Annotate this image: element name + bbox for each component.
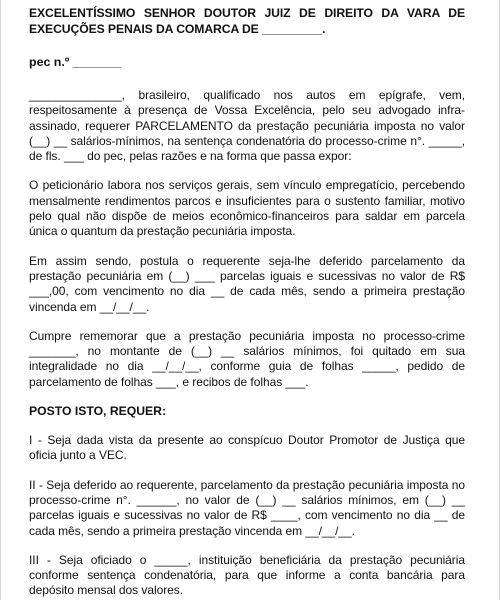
request-item-2: II - Seja deferido ao requerente, parcelamento da prestação pecuniária imposta no processo-crime n°. ______, no valor de (__) __ salários mínimos, em (__) __ parcelas iguais e sucessivas no valor de R$ ____, com vencimento no dia __ de cada mês, sendo a primeira prestação vincenda em __/__/__.	[29, 477, 465, 538]
pec-number-label: pec n.º _______	[29, 55, 122, 69]
request-item-1: I - Seja dada vista da presente ao conspícuo Doutor Promotor de Justiça que oficia junto a VEC.	[29, 433, 465, 463]
document-heading: EXCELENTÍSSIMO SENHOR DOUTOR JUIZ DE DIREITO DA VARA DE EXECUÇÕES PENAIS DA COMARCA DE _________.	[29, 6, 465, 36]
paragraph-reminder: Cumpre rememorar que a prestação pecuniária imposta no processo-crime _______, no montante de (__) __ salários mínimos, foi quitado em sua integralidade no dia __/__/__, conforme guia de folhas _____, pedido de parcelamento de folhas ___, e recibos de folhas ___.	[29, 328, 465, 389]
paragraph-request: ______________, brasileiro, qualificado nos autos em epígrafe, vem, respeitosamente à presença de Vossa Excelência, pelo seu advogado infra-assinado, requerer PARCELAMENTO da prestação pecuniária imposta no valor (__) __ salários-mínimos, na sentença condenatória do processo-crime n°. _____, de fls. ___ do pec, pelas razões e na forma que passa expor:	[29, 88, 465, 164]
paragraph-installments: Em assim sendo, postula o requerente seja-lhe deferido parcelamento da prestação pecuniária em (__) ___ parcelas iguais e sucessivas no valor de R$ ___,00, com vencimento no dia __ de cada mês, sendo a primeira prestação vincenda em __/__/__.	[29, 253, 465, 314]
request-item-3: III - Seja oficiado o _____, instituição beneficiária da prestação pecuniária conforme sentença condenatória, para que informe a conta bancária para depósito mensal dos valores.	[29, 552, 465, 598]
paragraph-justification: O peticionário labora nos serviços gerais, sem vínculo empregatício, percebendo mensalmente rendimentos parcos e insuficientes para o sustento familiar, motivo pelo qual não dispõe de meios econômico-financeiros para saldar em parcela única o quantum da prestação pecuniária imposta.	[29, 178, 465, 239]
requests-heading: POSTO ISTO, REQUER:	[29, 404, 167, 419]
